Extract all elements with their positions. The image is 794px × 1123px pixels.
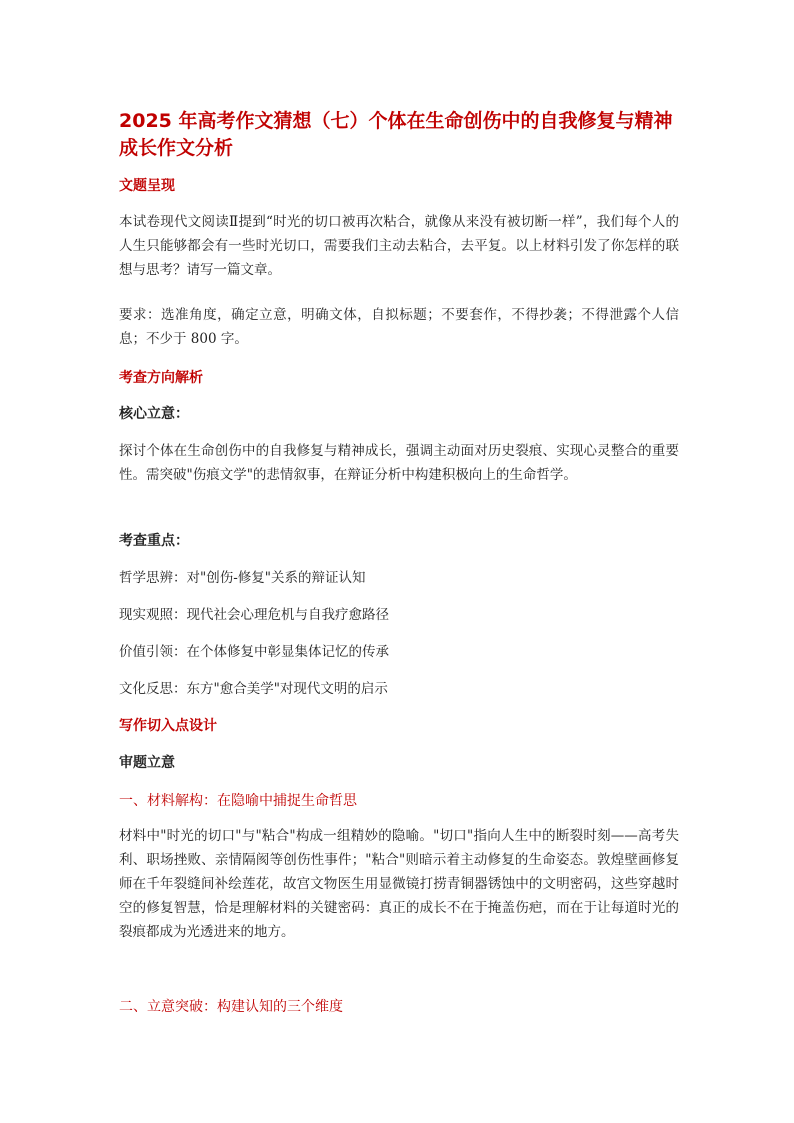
focus-heading: 考查重点： [119, 533, 189, 549]
focus-item-culture: 文化反思：东方"愈合美学"对现代文明的启示 [119, 681, 388, 697]
design-heading: 写作切入点设计 [119, 718, 217, 734]
prompt-text: 本试卷现代文阅读Ⅱ提到“时光的切口被再次粘合，就像从来没有被切断一样”，我们每个人的人生只能够都会有一些时光切口，需要我们主动去粘合，去平复。以上材料引发了你怎样的联想与思考？请写一篇文章。 [119, 214, 679, 278]
document-title: 2025 年高考作文猜想（七）个体在生命创伤中的自我修复与精神成长作文分析 [119, 110, 673, 159]
prompt-heading: 文题呈现 [119, 178, 175, 194]
analysis-heading: 考查方向解析 [119, 370, 203, 386]
requirements-text: 要求：选准角度，确定立意，明确文体，自拟标题；不要套作，不得抄袭；不得泄露个人信息；不少于 800 字。 [119, 307, 679, 347]
review-heading: 审题立意 [119, 755, 175, 771]
sub1-text: 材料中"时光的切口"与"粘合"构成一组精妙的隐喻。"切口"指向人生中的断裂时刻——高考失利、职场挫败、亲情隔阂等创伤性事件；"粘合"则暗示着主动修复的生命姿态。敦煌壁画修复师在千年裂缝间补绘莲花，故宫文物医生用显微镜打捞青铜器锈蚀中的文明密码，这些穿越时空的修复智慧，恰是理解材料的关键密码：真正的成长不在于掩盖伤疤，而在于让每道时光的裂痕都成为光透进来的地方。 [119, 828, 679, 940]
core-text: 探讨个体在生命创伤中的自我修复与精神成长，强调主动面对历史裂痕、实现心灵整合的重要性。需突破"伤痕文学"的悲情叙事，在辩证分析中构建积极向上的生命哲学。 [119, 443, 679, 483]
sub1-heading: 一、材料解构：在隐喻中捕捉生命哲思 [119, 793, 357, 809]
core-heading: 核心立意： [119, 406, 189, 422]
focus-item-reality: 现实观照：现代社会心理危机与自我疗愈路径 [119, 607, 389, 623]
focus-item-philosophy: 哲学思辨：对"创伤-修复"关系的辩证认知 [119, 570, 366, 586]
focus-item-value: 价值引领：在个体修复中彰显集体记忆的传承 [119, 644, 389, 660]
sub2-heading: 二、立意突破：构建认知的三个维度 [119, 999, 343, 1015]
